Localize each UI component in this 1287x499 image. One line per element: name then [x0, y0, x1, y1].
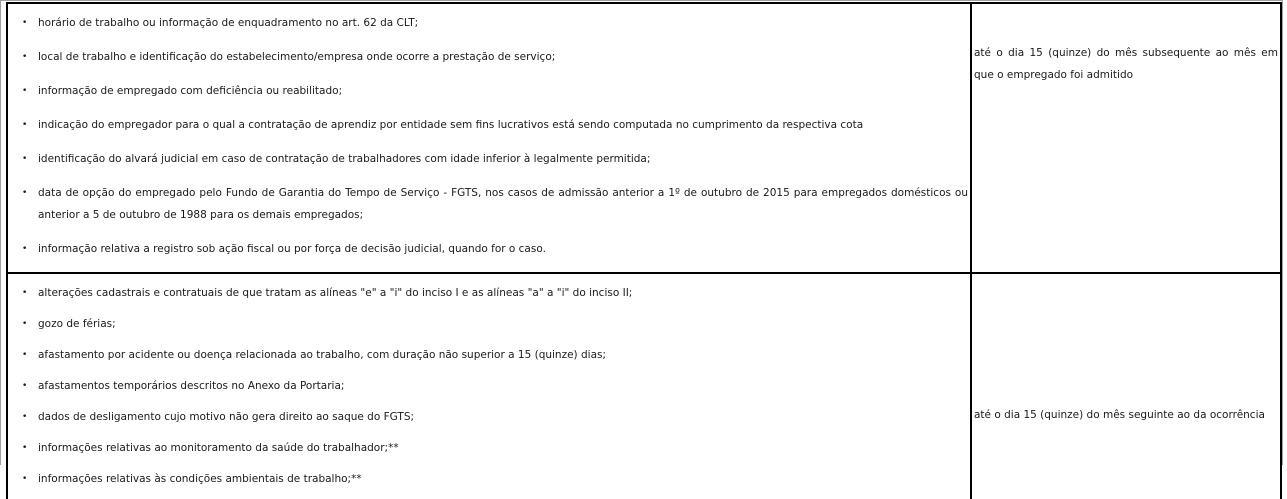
- item-list: [8, 274, 970, 490]
- list-item-text: informação relativa a registro sob ação fiscal ou por força de decisão judicial, quando for o caso.: [38, 243, 546, 255]
- list-item-text: informações relativas ao monitoramento da saúde do trabalhador;**: [38, 442, 399, 454]
- list-item-text: local de trabalho e identificação do estabelecimento/empresa onde ocorre a prestação de serviço;: [38, 51, 556, 63]
- items-cell: [7, 3, 971, 273]
- list-item: [8, 375, 970, 397]
- list-item: [8, 437, 970, 459]
- list-item: [8, 344, 970, 366]
- list-item: [8, 238, 970, 260]
- bullet-icon: •: [22, 474, 28, 484]
- bullet-icon: •: [22, 412, 28, 422]
- bullet-icon: •: [22, 319, 28, 329]
- list-item: [8, 46, 970, 68]
- deadline-cell: [971, 3, 1281, 273]
- deadline-cell: [971, 273, 1281, 499]
- bullet-icon: •: [22, 86, 28, 96]
- list-item-text: identificação do alvará judicial em caso de contratação de trabalhadores com idade inferior à legalmente permitida;: [38, 153, 651, 165]
- bullet-icon: •: [22, 443, 28, 453]
- deadline-text: até o dia 15 (quinze) do mês seguinte ao da ocorrência: [974, 409, 1265, 421]
- table-row: [7, 3, 1281, 273]
- list-item-text: data de opção do empregado pelo Fundo de Garantia do Tempo de Serviço - FGTS, nos casos de admissão anterior a 1º de outubro de 2015 para empregados domésticos ou anterior a 5 de outubro de 1988 para os demais empregados;: [38, 187, 968, 221]
- list-item-text: informações relativas às condições ambientais de trabalho;**: [38, 473, 362, 485]
- list-item: [8, 282, 970, 304]
- table-row: [7, 273, 1281, 499]
- bullet-icon: •: [22, 381, 28, 391]
- item-list: [8, 4, 970, 260]
- list-item-text: dados de desligamento cujo motivo não gera direito ao saque do FGTS;: [38, 411, 415, 423]
- bullet-icon: •: [22, 244, 28, 254]
- items-cell: [7, 273, 971, 499]
- list-item: [8, 148, 970, 170]
- deadline-text: até o dia 15 (quinze) do mês subsequente ao mês em que o empregado foi admitido: [974, 47, 1278, 81]
- bullet-icon: •: [22, 154, 28, 164]
- list-item-text: gozo de férias;: [38, 318, 116, 330]
- list-item: [8, 468, 970, 490]
- bullet-icon: •: [22, 288, 28, 298]
- bullet-icon: •: [22, 350, 28, 360]
- list-item-text: afastamentos temporários descritos no Anexo da Portaria;: [38, 380, 345, 392]
- list-item-text: informação de empregado com deficiência ou reabilitado;: [38, 85, 343, 97]
- list-item: [8, 12, 970, 34]
- bullet-icon: •: [22, 188, 28, 198]
- bullet-icon: •: [22, 18, 28, 28]
- list-item: [8, 182, 970, 226]
- list-item: [8, 80, 970, 102]
- list-item-text: horário de trabalho ou informação de enquadramento no art. 62 da CLT;: [38, 17, 419, 29]
- list-item: [8, 114, 970, 136]
- list-item-text: alterações cadastrais e contratuais de que tratam as alíneas "e" a "i" do inciso I e as alíneas "a" a "i" do inciso II;: [38, 287, 633, 299]
- list-item: [8, 313, 970, 335]
- bullet-icon: •: [22, 52, 28, 62]
- obligations-table: [6, 2, 1282, 499]
- list-item: [8, 406, 970, 428]
- list-item-text: indicação do empregador para o qual a contratação de aprendiz por entidade sem fins lucrativos está sendo computada no cumprimento da respectiva cota: [38, 119, 864, 131]
- bullet-icon: •: [22, 120, 28, 130]
- list-item-text: afastamento por acidente ou doença relacionada ao trabalho, com duração não superior a 15 (quinze) dias;: [38, 349, 607, 361]
